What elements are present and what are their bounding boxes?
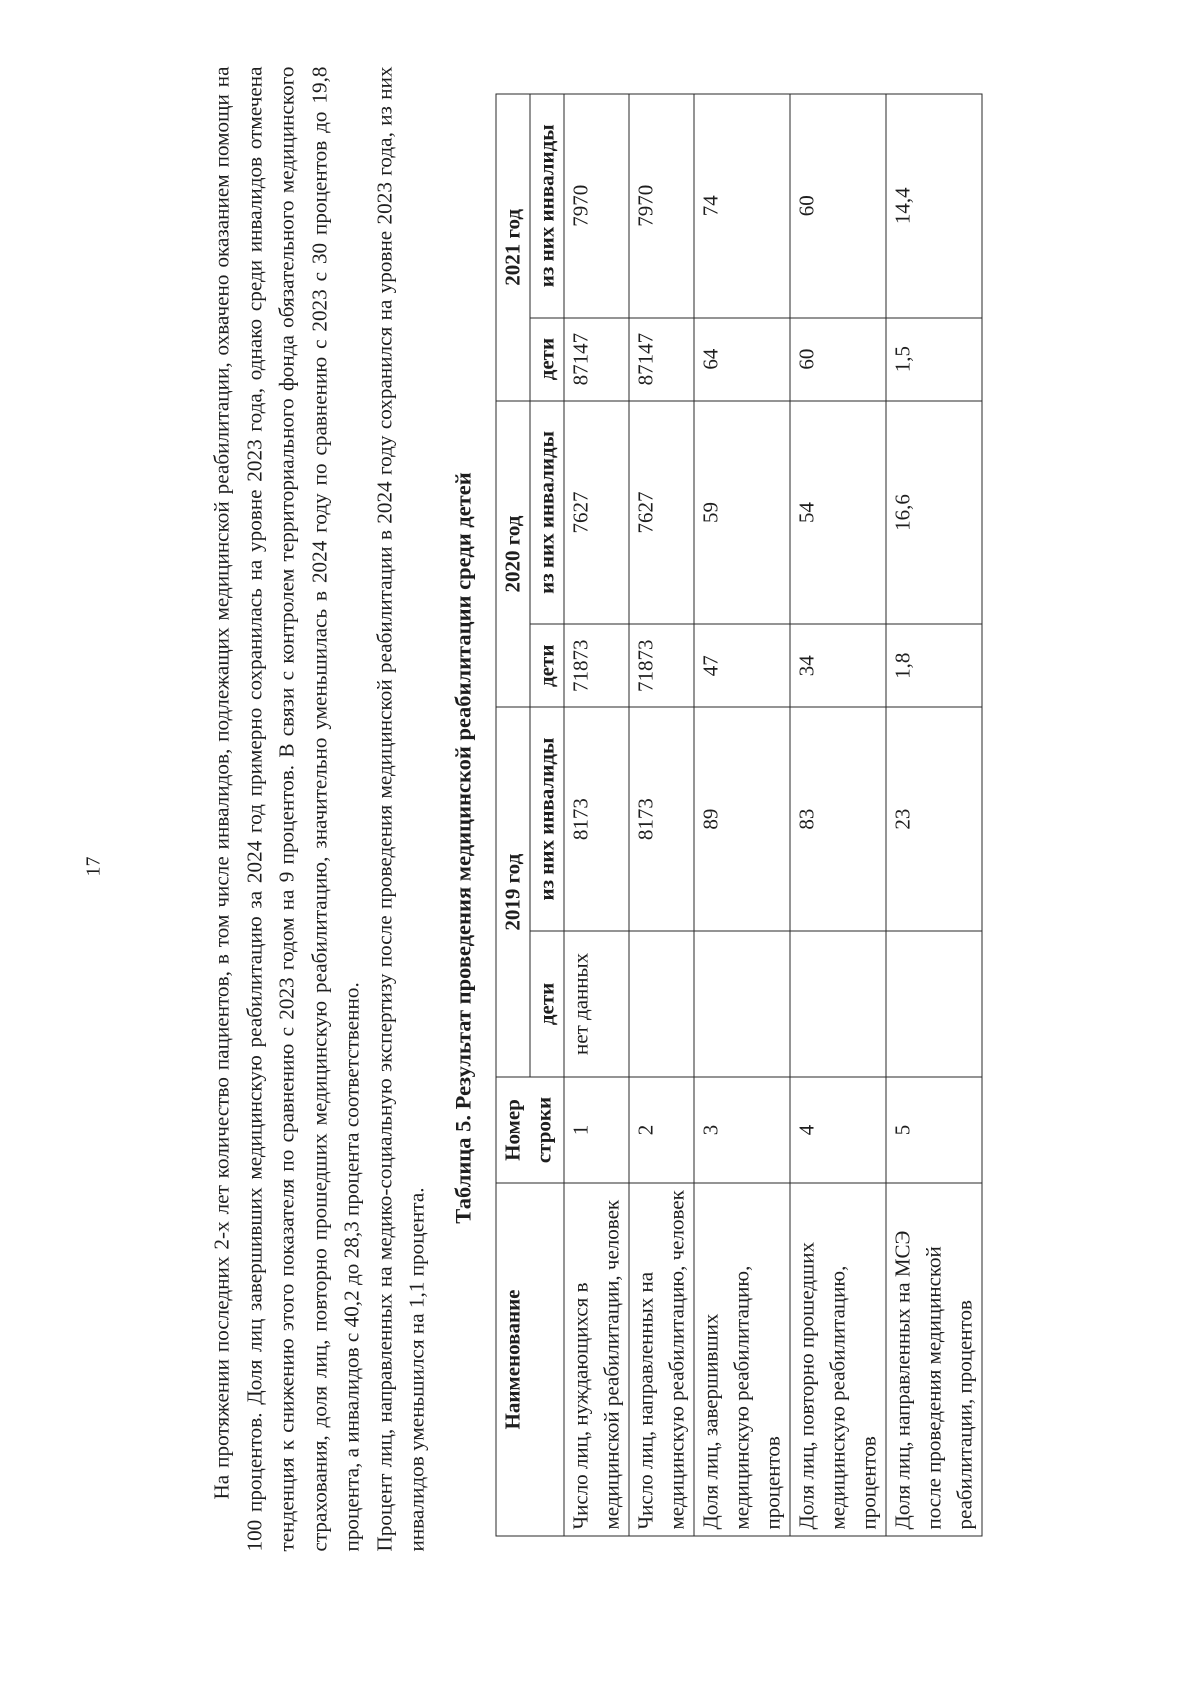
header-disabled: из них инвалиды [530, 707, 564, 930]
row-name: Доля лиц, направленных на МСЭ после проведения медицинской реабилитации, процентов [886, 1183, 982, 1536]
cell-2020-disabled: 7627 [629, 401, 694, 624]
row-number: 5 [886, 1077, 982, 1183]
cell-2019-disabled: 89 [694, 707, 790, 930]
page-number: 17 [82, 856, 105, 877]
row-name: Число лиц, нуждающихся в медицинской реабилитации, человек [564, 1183, 629, 1536]
cell-2020-disabled: 54 [790, 401, 886, 624]
cell-2021-disabled: 74 [694, 94, 790, 318]
row-number: 2 [629, 1077, 694, 1183]
cell-2019-children: нет данных [564, 931, 629, 1077]
row-name: Число лиц, направленных на медицинскую реабилитацию, человек [629, 1183, 694, 1536]
header-year-2021: 2021 год [496, 94, 530, 401]
cell-2021-children: 60 [790, 318, 886, 401]
row-number: 3 [694, 1077, 790, 1183]
cell-2021-children: 64 [694, 318, 790, 401]
row-number: 1 [564, 1077, 629, 1183]
cell-2020-disabled: 59 [694, 401, 790, 624]
header-children: дети [530, 931, 564, 1077]
cell-2021-disabled: 7970 [564, 94, 629, 318]
header-disabled: из них инвалиды [530, 94, 564, 318]
paragraph: Процент лиц, направленных на медико-социальную экспертизу после проведения медицинской реабилитации в 2024 году сохранился на уровне 2023 года, из них инвалидов уменьшился на 1,1 процента. [372, 66, 429, 1552]
header-row-number: Номер строки [496, 1077, 564, 1183]
row-number: 4 [790, 1077, 886, 1183]
row-name: Доля лиц, повторно прошедших медицинскую реабилитацию, процентов [790, 1183, 886, 1536]
cell-2021-children: 87147 [564, 318, 629, 401]
cell-2019-disabled: 8173 [564, 707, 629, 930]
cell-2021-disabled: 7970 [629, 94, 694, 318]
paragraph: На протяжении последних 2-х лет количество пациентов, в том числе инвалидов, подлежащих медицинской реабилитации, охвачено оказанием помощи на 100 процентов. Доля лиц завершивших медицинскую реабилитацию за 2024 год примерно сохранилась на уровне 2023 года, однако среди инвалидов отмечена тенденция к снижению этого показателя по сравнению с 2023 годом на 9 процентов. В связи с контролем территориального фонда обязательного медицинского страхования, доля лиц, повторно прошедших медицинскую реабилитацию, значительно уменьшилась в 2024 году по сравнению с 2023 с 30 процентов до 19,8 процента, а инвалидов с 40,2 до 28,3 процента соответственно. [209, 66, 364, 1552]
cell-2020-children: 71873 [629, 624, 694, 707]
cell-2019-disabled: 8173 [629, 707, 694, 930]
header-year-2020: 2020 год [496, 401, 530, 708]
row-name: Доля лиц, завершивших медицинскую реабилитацию, процентов [694, 1183, 790, 1536]
cell-2020-children: 47 [694, 624, 790, 707]
cell-2019-children [886, 931, 982, 1077]
table-row [790, 94, 886, 1536]
results-table [496, 94, 983, 1537]
cell-2020-children: 1,8 [886, 624, 982, 707]
cell-2021-disabled: 14,4 [886, 94, 982, 318]
table-row [694, 94, 790, 1536]
header-disabled: из них инвалиды [530, 401, 564, 624]
header-name: Наименование [496, 1183, 564, 1536]
cell-2020-children: 34 [790, 624, 886, 707]
cell-2019-disabled: 23 [886, 707, 982, 930]
cell-2019-disabled: 83 [790, 707, 886, 930]
table-row [886, 94, 982, 1536]
table-header-row [496, 94, 530, 1536]
table-row [629, 94, 694, 1536]
cell-2019-children [694, 931, 790, 1077]
cell-2021-children: 1,5 [886, 318, 982, 401]
cell-2019-children [629, 931, 694, 1077]
cell-2019-children [790, 931, 886, 1077]
cell-2021-children: 87147 [629, 318, 694, 401]
cell-2020-disabled: 16,6 [886, 401, 982, 624]
cell-2020-children: 71873 [564, 624, 629, 707]
table-row [564, 94, 629, 1536]
cell-2020-disabled: 7627 [564, 401, 629, 624]
header-children: дети [530, 624, 564, 707]
document-page [1, 0, 1200, 1697]
body-text [206, 67, 434, 1552]
table-caption: Таблица 5. Результат проведения медицинской реабилитации среди детей [450, 472, 476, 1224]
header-year-2019: 2019 год [496, 707, 530, 1077]
cell-2021-disabled: 60 [790, 94, 886, 318]
header-children: дети [530, 318, 564, 401]
